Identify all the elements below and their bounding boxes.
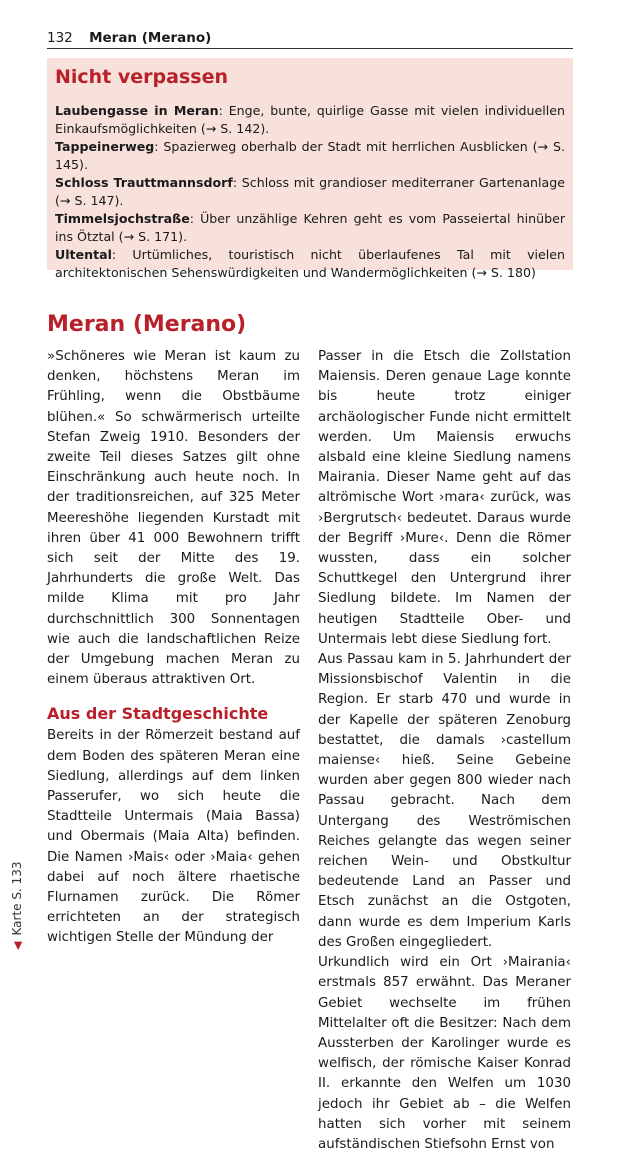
left-column (47, 347, 300, 949)
highlights-title: Nicht verpassen (55, 66, 228, 88)
section-heading: Aus der Stadtgeschichte (47, 704, 269, 724)
chapter-title: Meran (Merano) (47, 312, 247, 337)
highlight-item (55, 138, 565, 174)
highlights-box (47, 58, 573, 280)
intro-paragraph: »Schöneres wie Meran ist kaum zu denken, höchstens Meran im Frühling, wenn die Obstbäume blühen.« So schwärmerisch urteilte Stefan Zweig 1910. Besonders der zweite Teil dieses Satzes gilt ohne Einschränkung auch heute noch. In der traditionsreichen, auf 325 Meter Meereshöhe liegenden Kurstadt mit ihren über 41 000 Bewohnern trifft sich seit der Mitte des 19. Jahrhunderts die große Welt. Das milde Klima mit pro Jahr durchschnittlich 300 Sonnentagen wie auch die landschaftlichen Reize der Umgebung machen Meran zu einem überaus attraktiven Ort. (47, 349, 300, 688)
highlight-name: Schloss Trauttmannsdorf (55, 175, 233, 190)
highlight-text: : Über unzählige Kehren geht es vom Passeiertal hinüber ins Ötztal (→ S. 171). (55, 211, 565, 244)
right-column (318, 347, 571, 1155)
highlight-name: Timmelsjochstraße (55, 211, 190, 226)
history-paragraph: Aus Passau kam in 5. Jahrhundert der Missionsbischof Valentin in die Region. Er starb 470 und wurde in der Kapelle der späteren Zenoburg bestattet, die damals ›castellum maiense‹ hieß. Seine Gebeine wurden aber gegen 800 wieder nach Passau gebracht. Nach dem Untergang des Weströmischen Reiches gelangte das wegen seiner reichen Wein- und Obstkultur bedeutende Land an Passer und Etsch zunächst an die Ostgoten, dann wurde es dem Imperium Karls des Großen eingegliedert. (318, 652, 571, 950)
history-paragraph: Bereits in der Römerzeit bestand auf dem Boden des späteren Meran eine Siedlung, allerdings auf dem linken Passerufer, wo sich heute die Stadtteile Untermais (Maia Bassa) und Obermais (Maia Alta) befinden. Die Namen ›Mais‹ oder ›Maia‹ gehen dabei auf noch ältere rhaetische Flurnamen zurück. Die Römer errichteten an der strategisch wichtigen Stelle der Mündung der (47, 728, 300, 946)
highlight-item (55, 246, 565, 282)
highlight-name: Laubengasse in Meran (55, 103, 219, 118)
triangle-left-icon: ◀ (11, 941, 24, 950)
highlight-item (55, 174, 565, 210)
highlight-item (55, 210, 565, 246)
running-title: Meran (Merano) (89, 30, 212, 46)
highlight-text: : Schloss mit grandioser mediterraner Gartenanlage (→ S. 147). (55, 175, 565, 208)
highlight-name: Ultental (55, 247, 112, 262)
history-paragraph: Urkundlich wird ein Ort ›Mairania‹ erstmals 857 erwähnt. Das Meraner Gebiet wechselte im frühen Mittelalter oft die Besitzer: Nach dem Aussterben der Karolinger wurde es welfisch, der römische Kaiser Konrad II. erkannte den Welfen um 1030 jedoch ihr Gebiet ab – die Welfen hatten sich vorher mit seinem aufständischen Stiefsohn Ernst von (318, 955, 571, 1152)
highlight-text: : Enge, bunte, quirlige Gasse mit vielen individuellen Einkaufsmöglichkeiten (→ S. 142). (55, 103, 565, 136)
map-reference[interactable] (10, 862, 25, 950)
highlight-text: : Spazierweg oberhalb der Stadt mit herrlichen Ausblicken (→ S. 145). (55, 139, 565, 172)
running-head (47, 28, 573, 49)
page-number: 132 (47, 30, 73, 46)
highlight-text: : Urtümliches, touristisch nicht überlaufenes Tal mit vielen architektonischen Sehenswürdigkeiten und Wandermöglichkeiten (→ S. 180) (55, 247, 565, 280)
map-reference-label: Karte S. 133 (10, 861, 24, 936)
history-paragraph-continued: Passer in die Etsch die Zollstation Maiensis. Deren genaue Lage konnte bis heute trotz einiger archäologischer Funde nicht ermittelt werden. Um Maiensis erwuchs alsbald eine kleine Siedlung namens Mairania. Dieser Name geht auf das altrömische Wort ›mara‹ zurück, was ›Bergrutsch‹ bedeutet. Daraus wurde der Begriff ›Mure‹. Denn die Römer wussten, dass ein solcher Schuttkegel den Untergrund ihrer Siedlung bildete. Im Namen der heutigen Stadtteile Ober- und Untermais lebt diese Siedlung fort. (318, 349, 571, 647)
highlight-item (55, 102, 565, 138)
highlight-name: Tappeinerweg (55, 139, 155, 154)
